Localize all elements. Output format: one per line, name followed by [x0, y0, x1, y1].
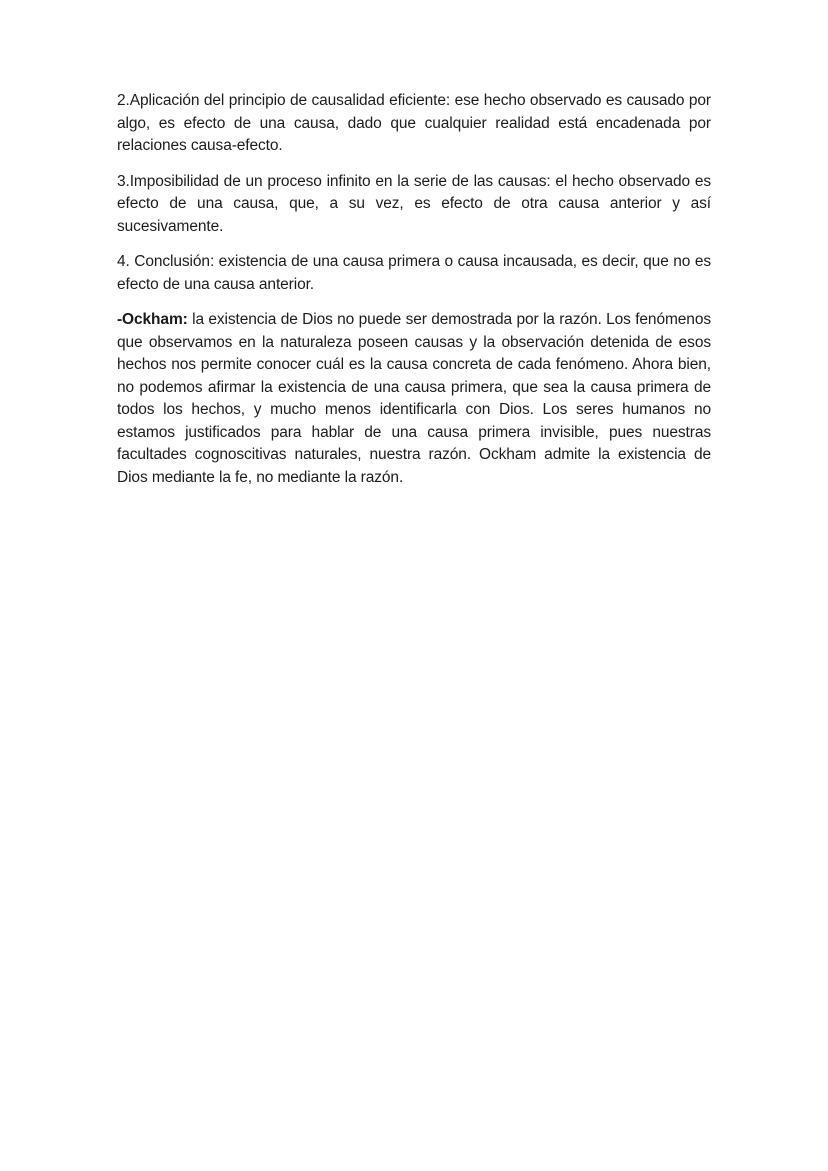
paragraph-text: 3.Imposibilidad de un proceso infinito en la serie de las causas: el hecho observado es efecto de una causa, que, a su vez, es efecto de otra causa anterior y así sucesivamente. [117, 172, 711, 235]
paragraph-ockham [117, 309, 711, 489]
paragraph-lead-ockham: -Ockham: [117, 311, 188, 328]
paragraph-conclusion [117, 251, 711, 296]
paragraph-infinite-process [117, 171, 711, 239]
paragraph-text: 2.Aplicación del principio de causalidad eficiente: ese hecho observado es causado por algo, es efecto de una causa, dado que cualquier realidad está encadenada por relaciones causa-efecto. [117, 92, 711, 154]
paragraph-text: la existencia de Dios no puede ser demostrada por la razón. Los fenómenos que observamos en la naturaleza poseen causas y la observación detenida de esos hechos nos permite conocer cuál es la causa concreta de cada fenómeno. Ahora bien, no podemos afirmar la existencia de una causa primera, que sea la causa primera de todos los hechos, y mucho menos identificarla con Dios. Los seres humanos no estamos justificados para hablar de una causa primera invisible, pues nuestras facultades cognoscitivas naturales, nuestra razón. Ockham admite la existencia de Dios mediante la fe, no mediante la razón. [117, 311, 711, 486]
paragraph-text: 4. Conclusión: existencia de una causa primera o causa incausada, es decir, que no es efecto de una causa anterior. [117, 253, 711, 293]
text-block [117, 90, 711, 502]
paragraph-causality-application [117, 90, 711, 158]
